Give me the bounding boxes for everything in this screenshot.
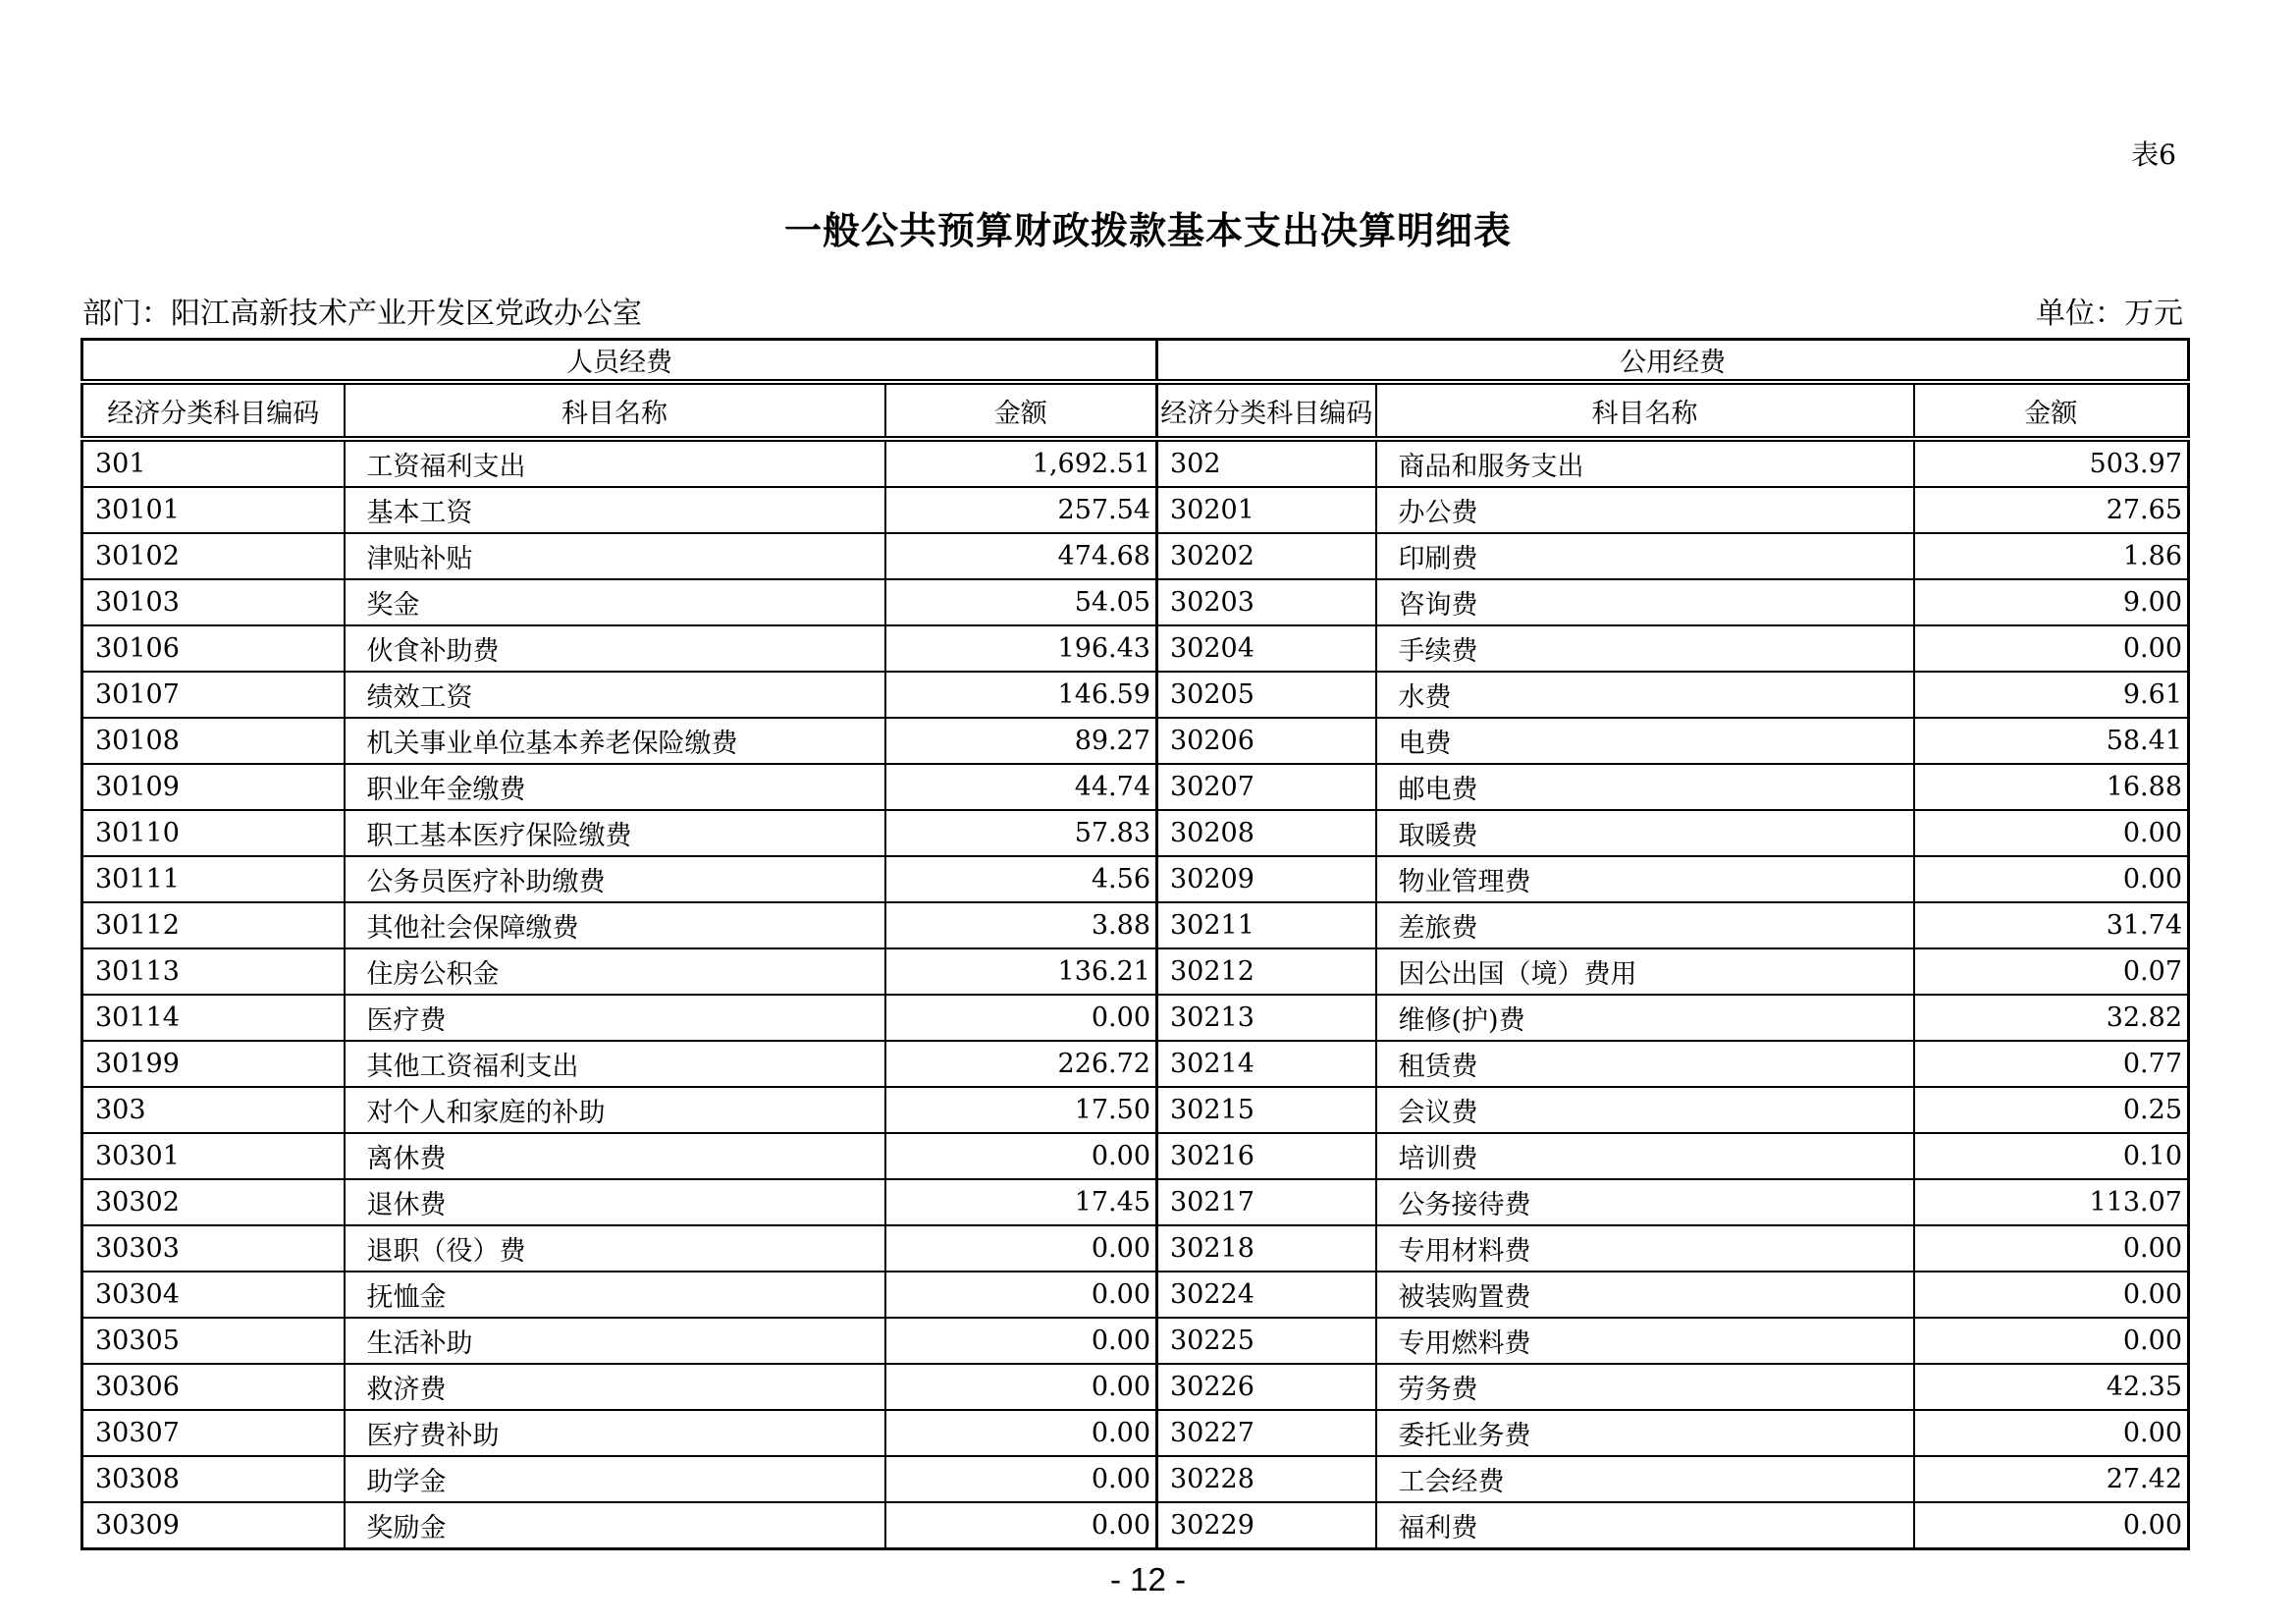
amount-cell: 3.88 xyxy=(885,902,1157,948)
amount-cell: 27.42 xyxy=(1914,1456,2189,1502)
code-cell: 30208 xyxy=(1157,810,1376,856)
name-cell: 离休费 xyxy=(345,1133,885,1179)
amount-cell: 196.43 xyxy=(885,625,1157,672)
table-row xyxy=(82,1133,2189,1179)
name-cell: 租赁费 xyxy=(1376,1041,1914,1087)
table-row xyxy=(82,856,2189,902)
table-row xyxy=(82,1041,2189,1087)
group-header-personnel: 人员经费 xyxy=(82,340,1157,383)
amount-cell: 146.59 xyxy=(885,672,1157,718)
amount-cell: 113.07 xyxy=(1914,1179,2189,1225)
table-row xyxy=(82,1225,2189,1272)
code-cell: 30112 xyxy=(82,902,345,948)
amount-cell: 31.74 xyxy=(1914,902,2189,948)
name-cell: 培训费 xyxy=(1376,1133,1914,1179)
name-cell: 电费 xyxy=(1376,718,1914,764)
table-row xyxy=(82,948,2189,995)
code-cell: 30306 xyxy=(82,1364,345,1410)
amount-cell: 0.00 xyxy=(885,1133,1157,1179)
page-title: 一般公共预算财政拨款基本支出决算明细表 xyxy=(783,208,1512,252)
name-cell: 助学金 xyxy=(345,1456,885,1502)
table-row xyxy=(82,1364,2189,1410)
table-row xyxy=(82,764,2189,810)
code-cell: 30109 xyxy=(82,764,345,810)
code-cell: 30102 xyxy=(82,533,345,579)
meta-row xyxy=(82,289,2183,332)
amount-cell: 16.88 xyxy=(1914,764,2189,810)
column-header-amount: 金额 xyxy=(1914,382,2189,439)
amount-cell: 0.00 xyxy=(885,1318,1157,1364)
table-body xyxy=(82,439,2189,1549)
code-cell: 30225 xyxy=(1157,1318,1376,1364)
name-cell: 工资福利支出 xyxy=(345,439,885,487)
name-cell: 委托业务费 xyxy=(1376,1410,1914,1456)
amount-cell: 136.21 xyxy=(885,948,1157,995)
table-row xyxy=(82,995,2189,1041)
amount-cell: 257.54 xyxy=(885,487,1157,533)
amount-cell: 0.00 xyxy=(885,1364,1157,1410)
code-cell: 30215 xyxy=(1157,1087,1376,1133)
code-cell: 30302 xyxy=(82,1179,345,1225)
amount-cell: 42.35 xyxy=(1914,1364,2189,1410)
code-cell: 30108 xyxy=(82,718,345,764)
name-cell: 机关事业单位基本养老保险缴费 xyxy=(345,718,885,764)
name-cell: 水费 xyxy=(1376,672,1914,718)
code-cell: 30111 xyxy=(82,856,345,902)
amount-cell: 1,692.51 xyxy=(885,439,1157,487)
amount-cell: 0.00 xyxy=(1914,625,2189,672)
amount-cell: 0.25 xyxy=(1914,1087,2189,1133)
group-header-public: 公用经费 xyxy=(1157,340,2189,383)
amount-cell: 0.00 xyxy=(885,995,1157,1041)
table-row xyxy=(82,1272,2189,1318)
amount-cell: 0.00 xyxy=(885,1502,1157,1549)
amount-cell: 9.00 xyxy=(1914,579,2189,625)
name-cell: 奖励金 xyxy=(345,1502,885,1549)
table-row xyxy=(82,625,2189,672)
amount-cell: 0.07 xyxy=(1914,948,2189,995)
code-cell: 30110 xyxy=(82,810,345,856)
name-cell: 医疗费补助 xyxy=(345,1410,885,1456)
table-row xyxy=(82,718,2189,764)
amount-cell: 0.00 xyxy=(1914,1318,2189,1364)
name-cell: 专用燃料费 xyxy=(1376,1318,1914,1364)
name-cell: 物业管理费 xyxy=(1376,856,1914,902)
page-number: - 12 - xyxy=(1109,1561,1187,1597)
name-cell: 其他社会保障缴费 xyxy=(345,902,885,948)
code-cell: 30213 xyxy=(1157,995,1376,1041)
amount-cell: 57.83 xyxy=(885,810,1157,856)
code-cell: 30217 xyxy=(1157,1179,1376,1225)
name-cell: 因公出国（境）费用 xyxy=(1376,948,1914,995)
name-cell: 手续费 xyxy=(1376,625,1914,672)
table-row xyxy=(82,487,2189,533)
code-cell: 30216 xyxy=(1157,1133,1376,1179)
code-cell: 30304 xyxy=(82,1272,345,1318)
name-cell: 其他工资福利支出 xyxy=(345,1041,885,1087)
amount-cell: 0.00 xyxy=(1914,810,2189,856)
table-row xyxy=(82,533,2189,579)
code-cell: 30305 xyxy=(82,1318,345,1364)
table-row xyxy=(82,1318,2189,1364)
code-cell: 30214 xyxy=(1157,1041,1376,1087)
code-cell: 30204 xyxy=(1157,625,1376,672)
name-cell: 奖金 xyxy=(345,579,885,625)
code-cell: 30205 xyxy=(1157,672,1376,718)
name-cell: 差旅费 xyxy=(1376,902,1914,948)
code-cell: 30103 xyxy=(82,579,345,625)
code-cell: 30224 xyxy=(1157,1272,1376,1318)
column-header-code: 经济分类科目编码 xyxy=(82,382,345,439)
code-cell: 30301 xyxy=(82,1133,345,1179)
code-cell: 30228 xyxy=(1157,1456,1376,1502)
code-cell: 30209 xyxy=(1157,856,1376,902)
amount-cell: 0.10 xyxy=(1914,1133,2189,1179)
table-row xyxy=(82,1179,2189,1225)
name-cell: 咨询费 xyxy=(1376,579,1914,625)
name-cell: 救济费 xyxy=(345,1364,885,1410)
name-cell: 职工基本医疗保险缴费 xyxy=(345,810,885,856)
amount-cell: 0.00 xyxy=(885,1410,1157,1456)
amount-cell: 0.00 xyxy=(1914,1410,2189,1456)
code-cell: 30114 xyxy=(82,995,345,1041)
code-cell: 30206 xyxy=(1157,718,1376,764)
amount-cell: 503.97 xyxy=(1914,439,2189,487)
name-cell: 劳务费 xyxy=(1376,1364,1914,1410)
name-cell: 医疗费 xyxy=(345,995,885,1041)
name-cell: 公务员医疗补助缴费 xyxy=(345,856,885,902)
name-cell: 津贴补贴 xyxy=(345,533,885,579)
amount-cell: 0.77 xyxy=(1914,1041,2189,1087)
code-cell: 301 xyxy=(82,439,345,487)
amount-cell: 0.00 xyxy=(1914,1502,2189,1549)
name-cell: 对个人和家庭的补助 xyxy=(345,1087,885,1133)
name-cell: 专用材料费 xyxy=(1376,1225,1914,1272)
name-cell: 办公费 xyxy=(1376,487,1914,533)
code-cell: 30107 xyxy=(82,672,345,718)
name-cell: 职业年金缴费 xyxy=(345,764,885,810)
name-cell: 基本工资 xyxy=(345,487,885,533)
table-number-label: 表6 xyxy=(2131,138,2176,171)
amount-cell: 32.82 xyxy=(1914,995,2189,1041)
amount-cell: 9.61 xyxy=(1914,672,2189,718)
name-cell: 会议费 xyxy=(1376,1087,1914,1133)
amount-cell: 17.45 xyxy=(885,1179,1157,1225)
name-cell: 维修(护)费 xyxy=(1376,995,1914,1041)
name-cell: 取暖费 xyxy=(1376,810,1914,856)
table-row xyxy=(82,1502,2189,1549)
code-cell: 30203 xyxy=(1157,579,1376,625)
amount-cell: 17.50 xyxy=(885,1087,1157,1133)
group-header-row xyxy=(82,340,2189,383)
code-cell: 30227 xyxy=(1157,1410,1376,1456)
name-cell: 工会经费 xyxy=(1376,1456,1914,1502)
code-cell: 30101 xyxy=(82,487,345,533)
name-cell: 退职（役）费 xyxy=(345,1225,885,1272)
name-cell: 住房公积金 xyxy=(345,948,885,995)
amount-cell: 0.00 xyxy=(1914,856,2189,902)
amount-cell: 27.65 xyxy=(1914,487,2189,533)
code-cell: 30106 xyxy=(82,625,345,672)
column-header-code: 经济分类科目编码 xyxy=(1157,382,1376,439)
amount-cell: 89.27 xyxy=(885,718,1157,764)
unit-label: 单位：万元 xyxy=(2036,297,2183,331)
code-cell: 302 xyxy=(1157,439,1376,487)
amount-cell: 0.00 xyxy=(885,1272,1157,1318)
name-cell: 生活补助 xyxy=(345,1318,885,1364)
amount-cell: 0.00 xyxy=(1914,1272,2189,1318)
amount-cell: 4.56 xyxy=(885,856,1157,902)
code-cell: 30201 xyxy=(1157,487,1376,533)
amount-cell: 1.86 xyxy=(1914,533,2189,579)
code-cell: 30309 xyxy=(82,1502,345,1549)
code-cell: 30113 xyxy=(82,948,345,995)
name-cell: 印刷费 xyxy=(1376,533,1914,579)
name-cell: 伙食补助费 xyxy=(345,625,885,672)
table-row xyxy=(82,579,2189,625)
code-cell: 30218 xyxy=(1157,1225,1376,1272)
table-row xyxy=(82,439,2189,487)
department-label: 部门：阳江高新技术产业开发区党政办公室 xyxy=(82,297,642,331)
name-cell: 抚恤金 xyxy=(345,1272,885,1318)
code-cell: 30212 xyxy=(1157,948,1376,995)
code-cell: 30308 xyxy=(82,1456,345,1502)
table-row xyxy=(82,810,2189,856)
code-cell: 30229 xyxy=(1157,1502,1376,1549)
column-header-row xyxy=(82,382,2189,439)
amount-cell: 44.74 xyxy=(885,764,1157,810)
amount-cell: 226.72 xyxy=(885,1041,1157,1087)
name-cell: 商品和服务支出 xyxy=(1376,439,1914,487)
table-row xyxy=(82,1456,2189,1502)
amount-cell: 0.00 xyxy=(885,1225,1157,1272)
code-cell: 30202 xyxy=(1157,533,1376,579)
amount-cell: 0.00 xyxy=(1914,1225,2189,1272)
name-cell: 退休费 xyxy=(345,1179,885,1225)
amount-cell: 474.68 xyxy=(885,533,1157,579)
amount-cell: 54.05 xyxy=(885,579,1157,625)
code-cell: 30226 xyxy=(1157,1364,1376,1410)
column-header-name: 科目名称 xyxy=(345,382,885,439)
name-cell: 福利费 xyxy=(1376,1502,1914,1549)
code-cell: 30307 xyxy=(82,1410,345,1456)
name-cell: 绩效工资 xyxy=(345,672,885,718)
amount-cell: 58.41 xyxy=(1914,718,2189,764)
name-cell: 被装购置费 xyxy=(1376,1272,1914,1318)
table-row xyxy=(82,1410,2189,1456)
code-cell: 303 xyxy=(82,1087,345,1133)
table-row xyxy=(82,902,2189,948)
table-row xyxy=(82,672,2189,718)
code-cell: 30199 xyxy=(82,1041,345,1087)
column-header-name: 科目名称 xyxy=(1376,382,1914,439)
code-cell: 30211 xyxy=(1157,902,1376,948)
code-cell: 30207 xyxy=(1157,764,1376,810)
table-row xyxy=(82,1087,2189,1133)
code-cell: 30303 xyxy=(82,1225,345,1272)
expenditure-table xyxy=(80,338,2190,1550)
column-header-amount: 金额 xyxy=(885,382,1157,439)
name-cell: 邮电费 xyxy=(1376,764,1914,810)
amount-cell: 0.00 xyxy=(885,1456,1157,1502)
name-cell: 公务接待费 xyxy=(1376,1179,1914,1225)
